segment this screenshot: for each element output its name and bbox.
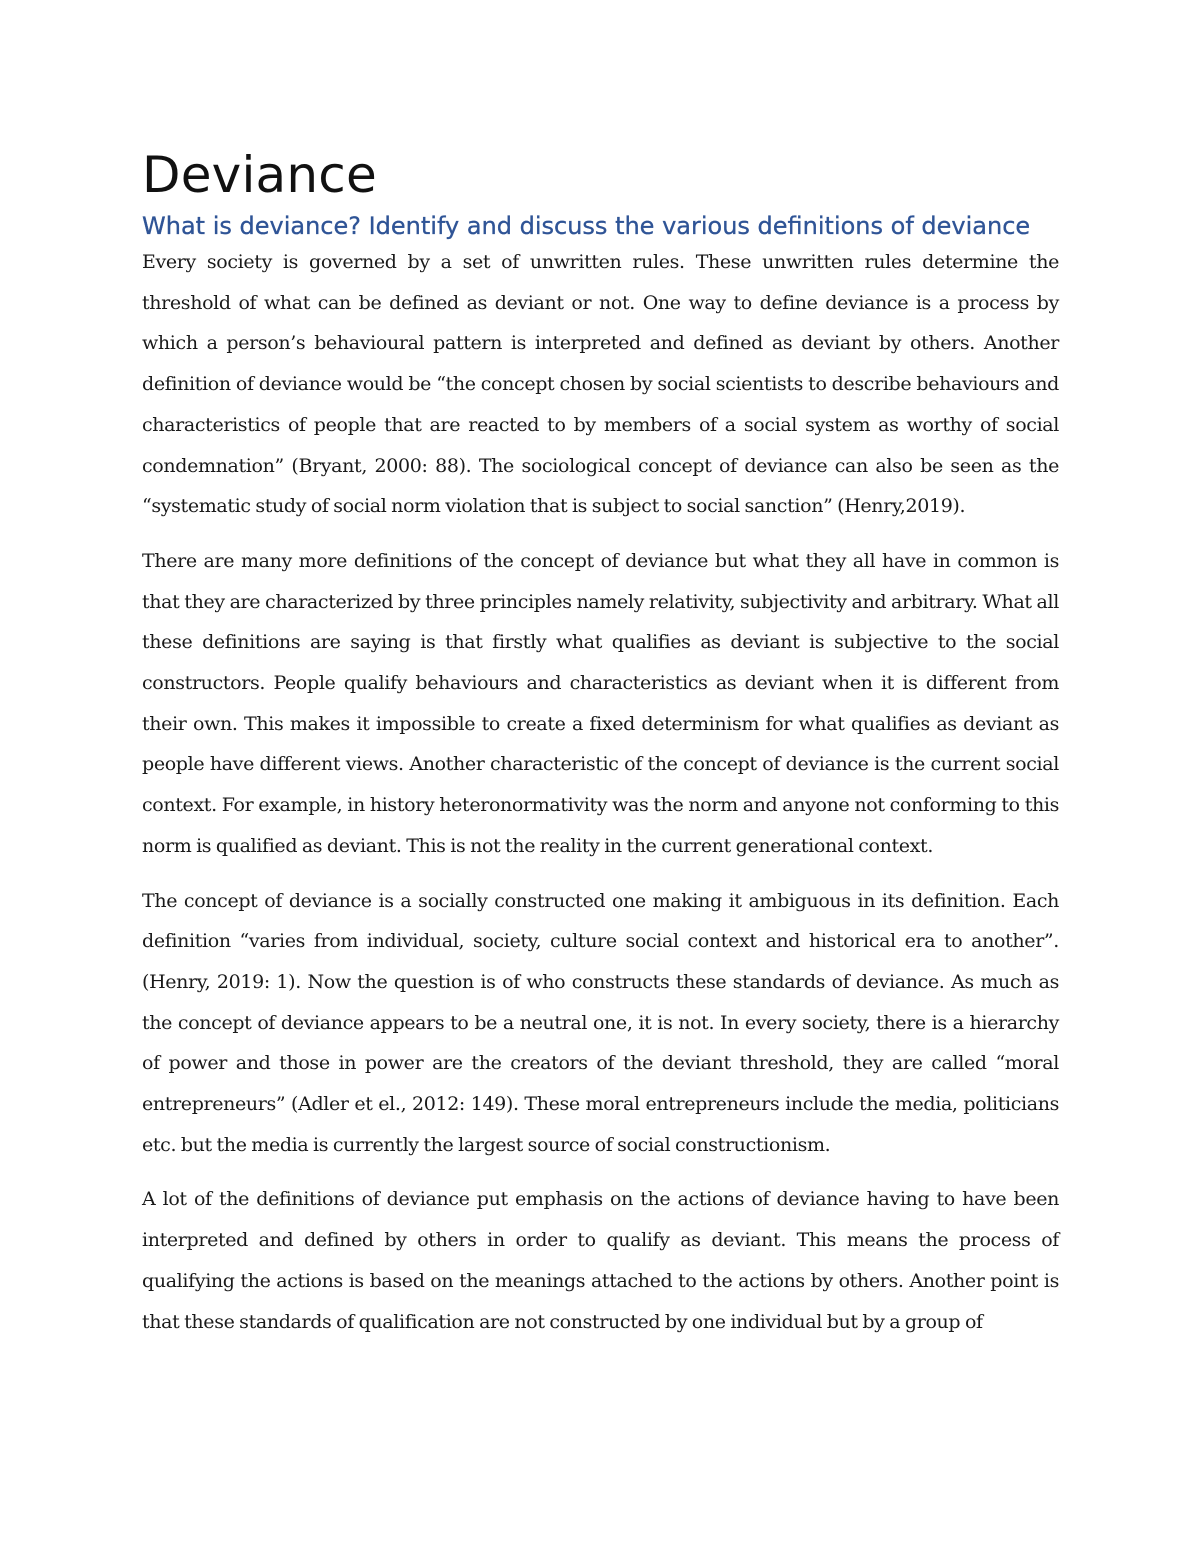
document-title: Deviance	[142, 146, 377, 204]
paragraph-1: Every society is governed by a set of unwritten rules. These unwritten rules determine the threshold of what can be defined as deviant or not. One way to define deviance is a process by which a person’s behavioural pattern is interpreted and defined as deviant by others. Another definition of deviance would be “the concept chosen by social scientists to describe behaviours and characteristics of people that are reacted to by members of a social system as worthy of social condemnation” (Bryant, 2000: 88). The sociological concept of deviance can also be seen as the “systematic study of social norm violation that is subject to social sanction” (Henry,2019).	[142, 251, 1059, 518]
paragraph-2: There are many more definitions of the concept of deviance but what they all have in common is that they are characterized by three principles namely relativity, subjectivity and arbitrary. What all these definitions are saying is that firstly what qualifies as deviant is subjective to the social constructors. People qualify behaviours and characteristics as deviant when it is different from their own. This makes it impossible to create a fixed determinism for what qualifies as deviant as people have different views. Another characteristic of the concept of deviance is the current social context. For example, in history heteronormativity was the norm and anyone not conforming to this norm is qualified as deviant. This is not the reality in the current generational context.	[142, 549, 1059, 857]
paragraph-4: A lot of the definitions of deviance put emphasis on the actions of deviance having to have been interpreted and defined by others in order to qualify as deviant. This means the process of qualifying the actions is based on the meanings attached to the actions by others. Another point is that these standards of qualification are not constructed by one individual but by a group of	[142, 1188, 1059, 1333]
paragraph-3: The concept of deviance is a socially constructed one making it ambiguous in its definition. Each definition “varies from individual, society, culture social context and historical era to another”. (Henry, 2019: 1). Now the question is of who constructs these standards of deviance. As much as the concept of deviance appears to be a neutral one, it is not. In every society, there is a hierarchy of power and those in power are the creators of the deviant threshold, they are called “moral entrepreneurs” (Adler et el., 2012: 149). These moral entrepreneurs include the media, politicians etc. but the media is currently the largest source of social constructionism.	[142, 889, 1059, 1156]
section-heading: What is deviance? Identify and discuss the various definitions of deviance	[142, 212, 1031, 240]
document-body	[142, 140, 1059, 1356]
